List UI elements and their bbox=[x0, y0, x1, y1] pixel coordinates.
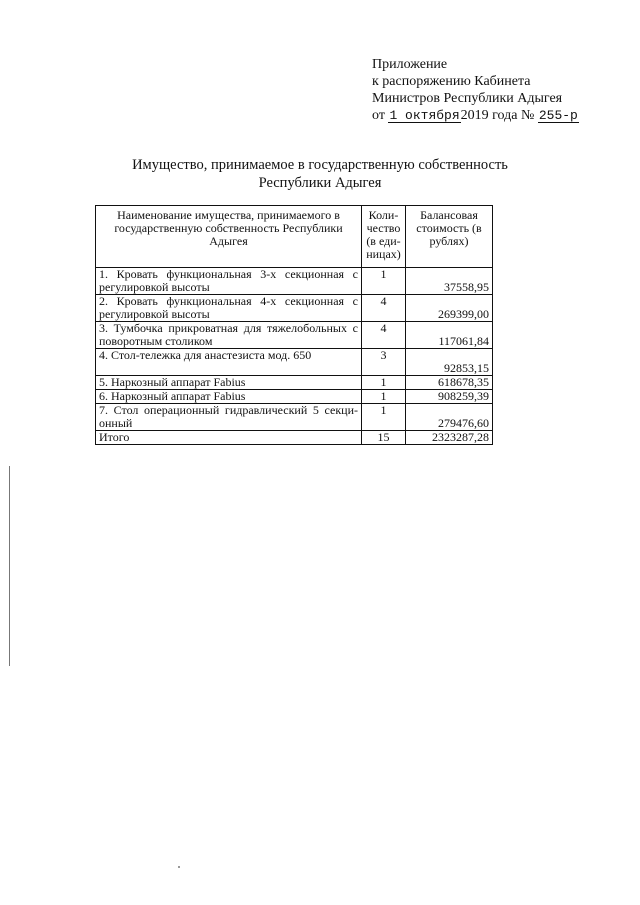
appendix-line-2: к распоряжению Кабинета bbox=[372, 74, 531, 89]
row-name: 2. Кровать функциональная 4-х секционная с регулировкой высоты bbox=[96, 295, 362, 322]
handwritten-date: 1 октября bbox=[389, 108, 460, 123]
row-name: 6. Наркозный аппарат Fabius bbox=[96, 390, 362, 404]
scan-speck bbox=[178, 866, 180, 868]
appendix-line-4 bbox=[372, 107, 579, 124]
header-qty: Коли-чество (в еди-ницах) bbox=[362, 206, 406, 268]
row-qty: 1 bbox=[362, 376, 406, 390]
row-cost: 269399,00 bbox=[406, 295, 493, 322]
appendix-header bbox=[372, 56, 579, 124]
table-row bbox=[96, 322, 493, 349]
total-label: Итого bbox=[96, 431, 362, 445]
appendix-line-3: Министров Республики Адыгея bbox=[372, 91, 563, 106]
header-name: Наименование имущества, принимаемого в государственную собственность Республики Адыгея bbox=[96, 206, 362, 268]
row-name: 1. Кровать функциональная 3-х секционная с регулировкой высоты bbox=[96, 268, 362, 295]
row-name: 7. Стол операционный гидравлический 5 секци-онный bbox=[96, 404, 362, 431]
table-row bbox=[96, 268, 493, 295]
table-header-row bbox=[96, 206, 493, 268]
date-prefix: от bbox=[372, 108, 385, 123]
table-row bbox=[96, 404, 493, 431]
table-total-row bbox=[96, 431, 493, 445]
row-cost: 279476,60 bbox=[406, 404, 493, 431]
total-qty: 15 bbox=[362, 431, 406, 445]
table-row bbox=[96, 376, 493, 390]
table-row bbox=[96, 295, 493, 322]
row-cost: 117061,84 bbox=[406, 322, 493, 349]
row-qty: 1 bbox=[362, 268, 406, 295]
row-qty: 4 bbox=[362, 295, 406, 322]
year-text: 2019 года № bbox=[460, 108, 535, 123]
title-line-1: Имущество, принимаемое в государственную собственность bbox=[132, 157, 508, 173]
handwritten-number: 255-р bbox=[538, 108, 578, 123]
table-row bbox=[96, 390, 493, 404]
table-row bbox=[96, 349, 493, 376]
row-qty: 4 bbox=[362, 322, 406, 349]
property-table bbox=[95, 205, 493, 445]
row-qty: 1 bbox=[362, 404, 406, 431]
row-cost: 908259,39 bbox=[406, 390, 493, 404]
row-name: 4. Стол-тележка для анастезиста мод. 650 bbox=[96, 349, 362, 376]
document-title bbox=[100, 156, 540, 192]
margin-mark bbox=[9, 466, 10, 666]
header-cost: Балансовая стоимость (в рублях) bbox=[406, 206, 493, 268]
title-line-2: Республики Адыгея bbox=[258, 175, 382, 191]
row-qty: 1 bbox=[362, 390, 406, 404]
row-name: 5. Наркозный аппарат Fabius bbox=[96, 376, 362, 390]
row-name: 3. Тумбочка прикроватная для тяжелобольных с поворотным столиком bbox=[96, 322, 362, 349]
total-cost: 2323287,28 bbox=[406, 431, 493, 445]
row-cost: 618678,35 bbox=[406, 376, 493, 390]
row-cost: 92853,15 bbox=[406, 349, 493, 376]
row-cost: 37558,95 bbox=[406, 268, 493, 295]
row-qty: 3 bbox=[362, 349, 406, 376]
appendix-line-1: Приложение bbox=[372, 57, 448, 72]
